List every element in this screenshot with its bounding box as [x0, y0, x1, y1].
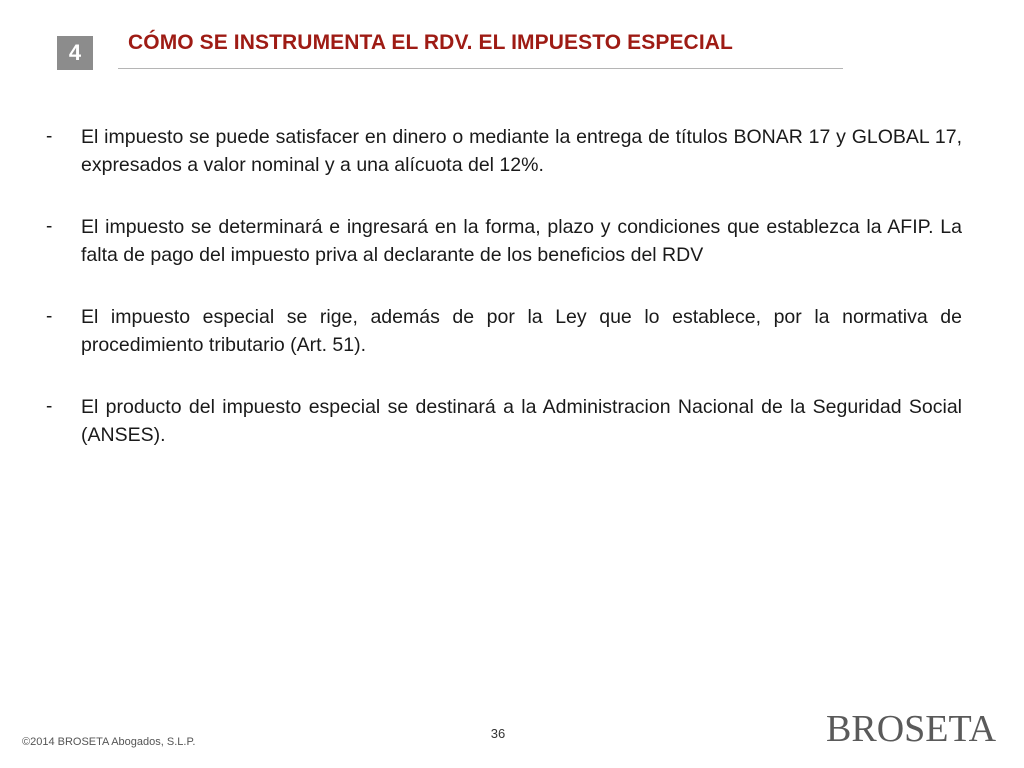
bullet-text: El impuesto especial se rige, además de por la Ley que lo establece, por la normativa de procedimiento tributario (Art. 51).: [81, 306, 962, 356]
page-number: 36: [490, 726, 506, 741]
bullet-text: El impuesto se puede satisfacer en dinero o mediante la entrega de títulos BONAR 17 y GLOBAL 17, expresados a valor nominal y a una alícuota del 12%.: [81, 126, 962, 176]
section-number-badge: 4: [57, 36, 93, 70]
title-divider: [118, 68, 843, 69]
bullet-text: El producto del impuesto especial se destinará a la Administracion Nacional de la Seguridad Social (ANSES).: [81, 396, 962, 446]
bullet-item-1: [46, 123, 962, 179]
bullet-item-3: [46, 303, 962, 359]
bullet-text: El impuesto se determinará e ingresará en la forma, plazo y condiciones que establezca la AFIP. La falta de pago del impuesto priva al declarante de los beneficios del RDV: [81, 216, 962, 266]
bullet-item-4: [46, 393, 962, 449]
broseta-logo: BROSETA: [826, 708, 997, 750]
bullet-list: [46, 123, 962, 483]
bullet-dash: -: [46, 126, 53, 147]
bullet-dash: -: [46, 396, 53, 417]
bullet-item-2: [46, 213, 962, 269]
bullet-dash: -: [46, 216, 53, 237]
bullet-dash: -: [46, 306, 53, 327]
copyright-notice: ©2014 BROSETA Abogados, S.L.P.: [22, 736, 196, 748]
slide-title: CÓMO SE INSTRUMENTA EL RDV. EL IMPUESTO ESPECIAL: [128, 31, 733, 54]
